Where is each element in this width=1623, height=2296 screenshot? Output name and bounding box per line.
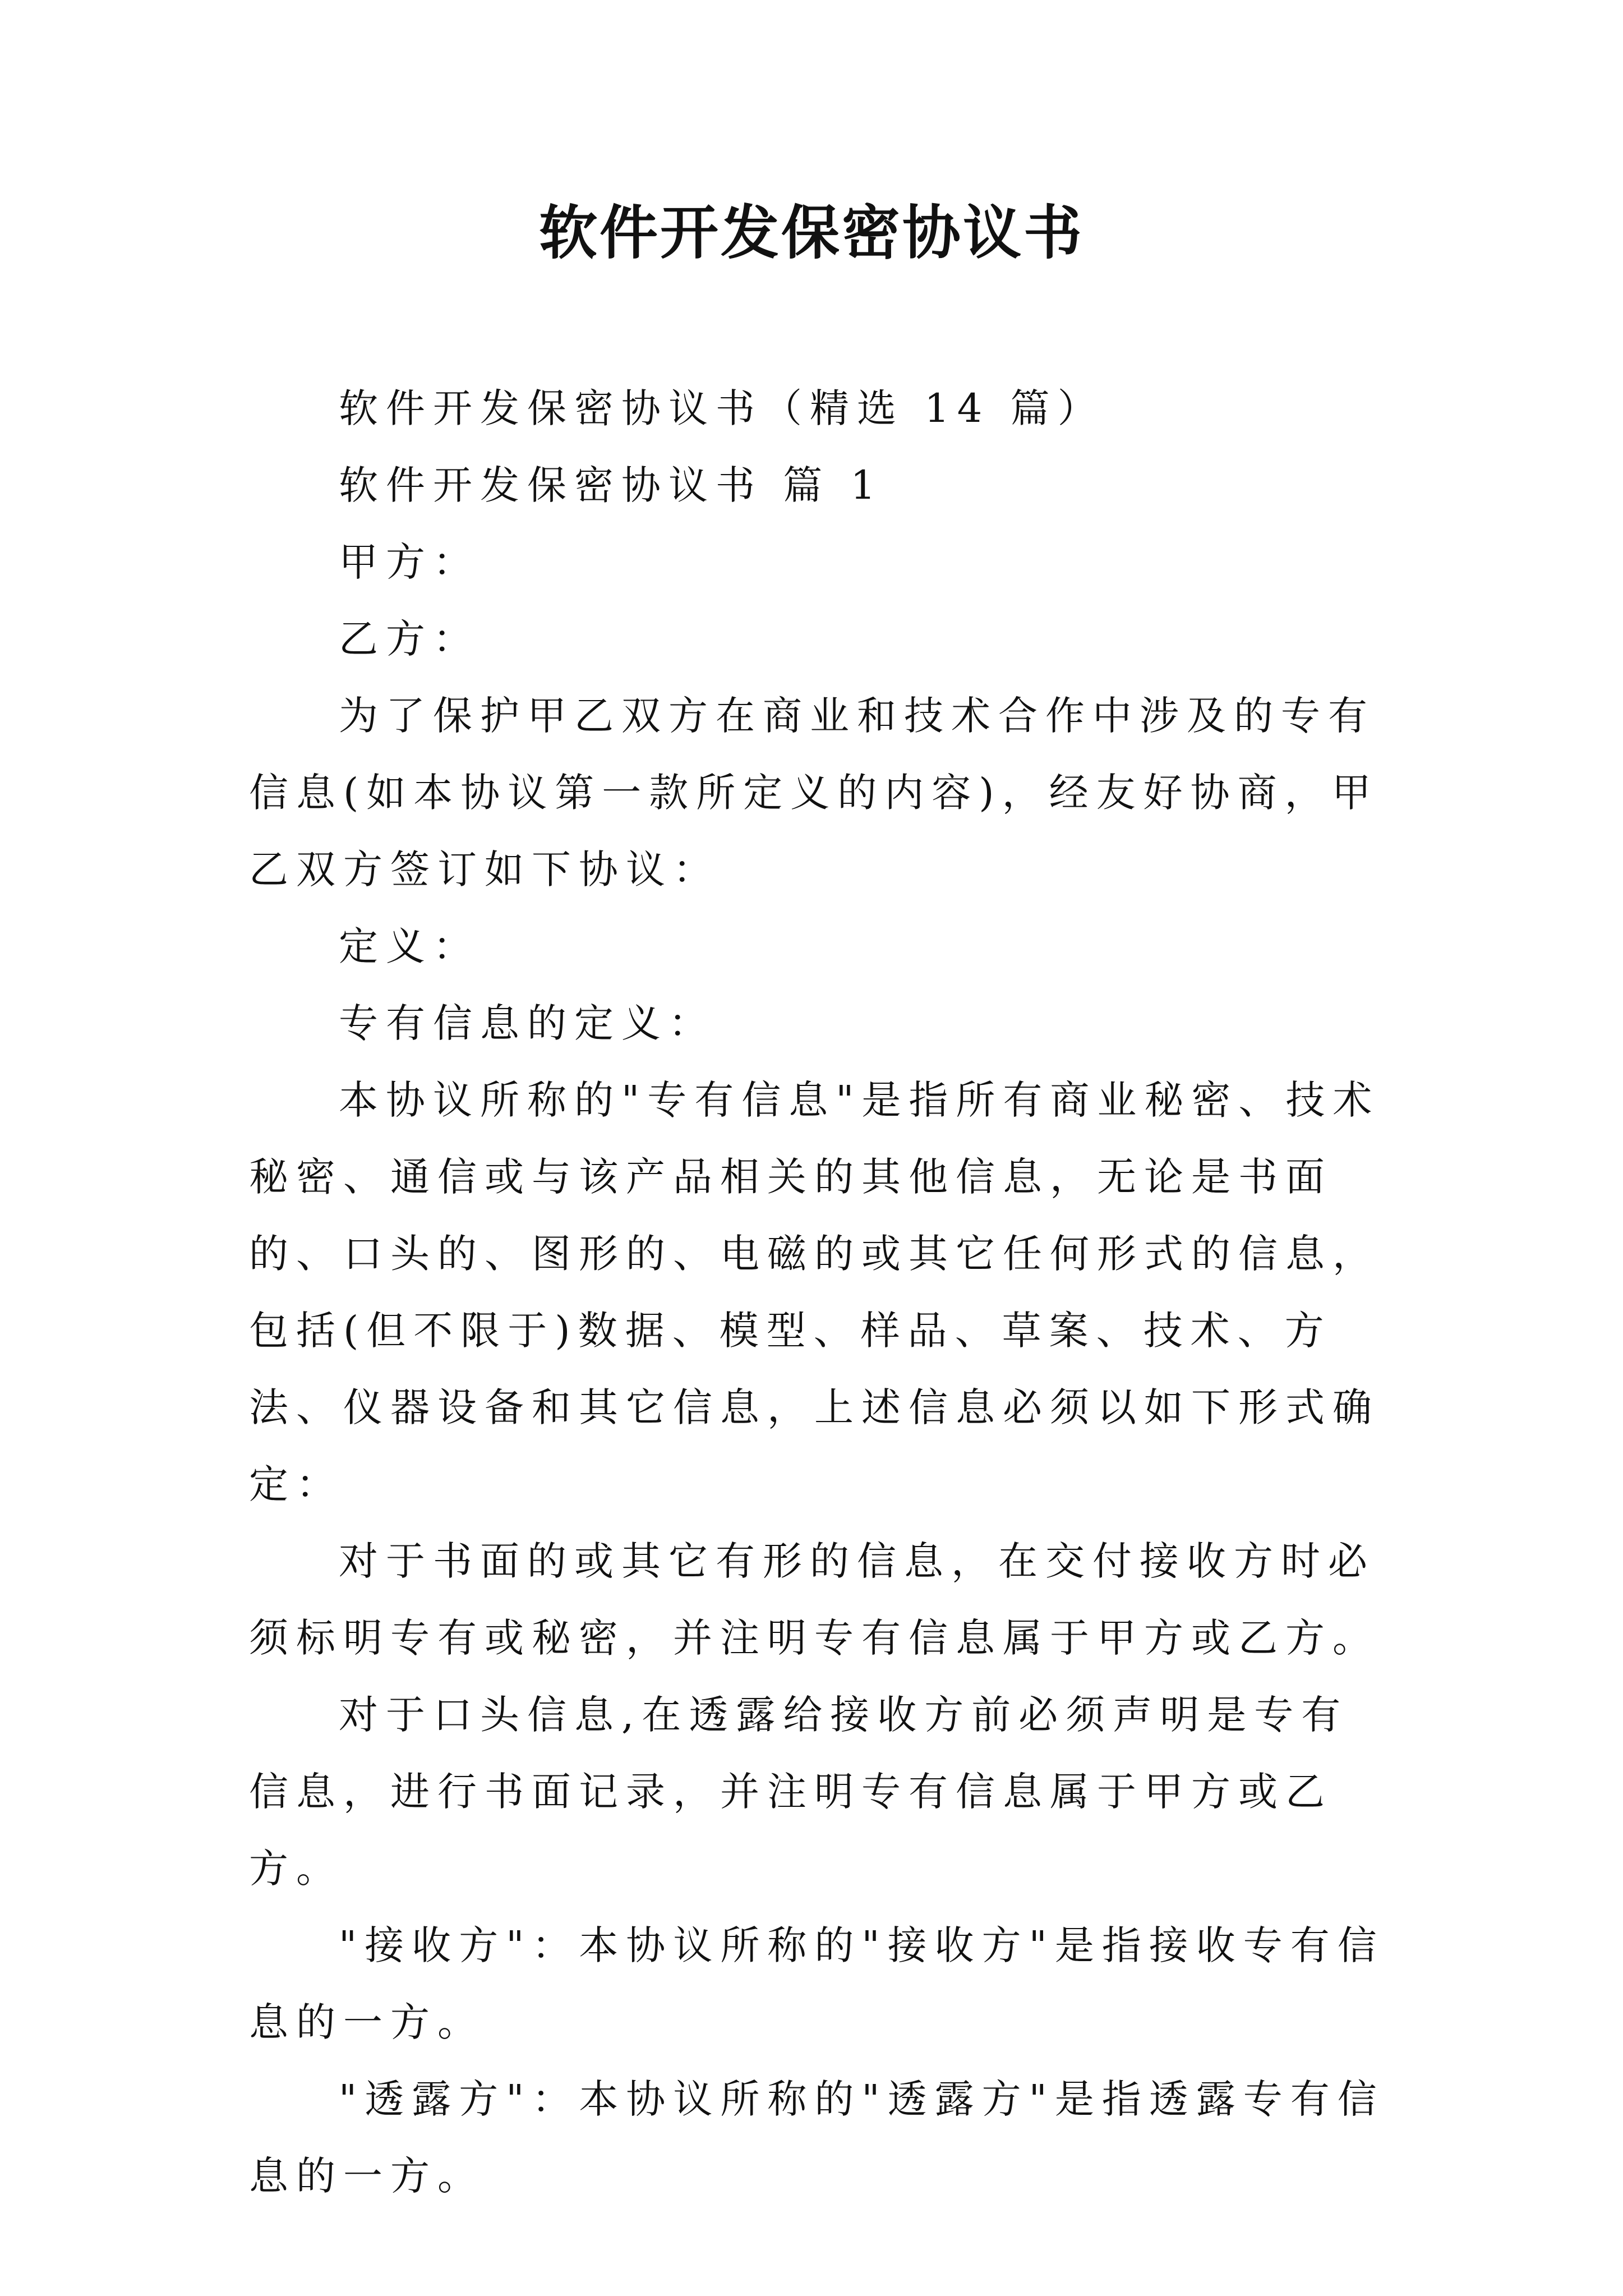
paragraph-party-a: 甲方： <box>339 539 480 585</box>
paragraph-purpose: 为了保护甲乙双方在商业和技术合作中涉及的专有信息(如本协议第一款所定义的内容)，经友好协商，甲乙双方签订如下协议： <box>249 693 1379 892</box>
document-body <box>249 370 1387 2215</box>
paragraph-proprietary-definition-heading: 专有信息的定义： <box>339 1000 716 1046</box>
paragraph-oral-info: 对于口头信息,在透露给接收方前必须声明是专有信息，进行书面记录，并注明专有信息属于甲方或乙方。 <box>249 1692 1349 1892</box>
paragraph-article-heading: 软件开发保密协议书 篇 1 <box>339 462 884 508</box>
paragraph-proprietary-definition: 本协议所称的"专有信息"是指所有商业秘密、技术秘密、通信或与该产品相关的其他信息，无论是书面的、口头的、图形的、电磁的或其它任何形式的信息，包括(但不限于)数据、模型、样品、草案、技术、方法、仪器设备和其它信息，上述信息必须以如下形式确定： <box>249 1077 1380 1507</box>
document-title: 软件开发保密协议书 <box>538 198 1084 267</box>
paragraph-discloser-definition: "透露方"：本协议所称的"透露方"是指透露专有信息的一方。 <box>249 2076 1385 2199</box>
paragraph-definition-heading: 定义： <box>339 923 480 969</box>
paragraph-collection-title: 软件开发保密协议书（精选 14 篇） <box>339 385 1105 431</box>
paragraph-receiver-definition: "接收方"：本协议所称的"接收方"是指接收专有信息的一方。 <box>249 1922 1385 2045</box>
paragraph-party-b: 乙方： <box>339 616 480 662</box>
paragraph-written-info: 对于书面的或其它有形的信息，在交付接收方时必须标明专有或秘密，并注明专有信息属于甲方或乙方。 <box>249 1538 1380 1661</box>
